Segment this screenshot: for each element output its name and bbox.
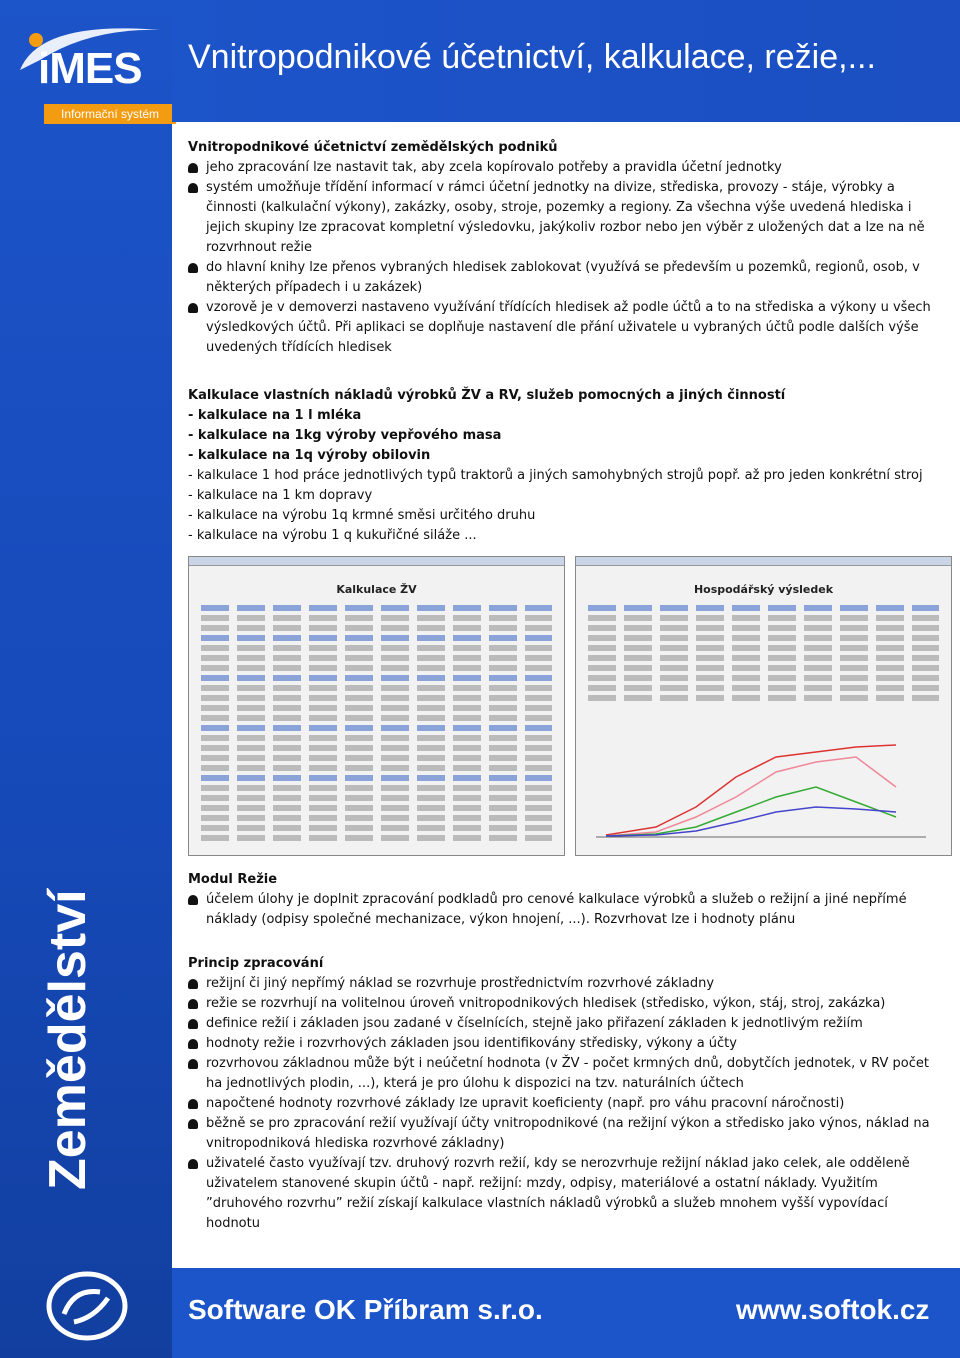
screenshot-table: [201, 605, 552, 841]
accounting-list: [188, 158, 940, 358]
list-item: rozvrhovou základnou může být i neúčetní hodnota (v ŽV - počet krmných dnů, dobytčích jednotek, v RV počet ha jednotlivých plodin, ...), která je pro úlohu k dispozici na tzv. naturálních účtech: [188, 1054, 940, 1094]
kalkulace-line: - kalkulace na 1q výroby obilovin: [188, 448, 431, 463]
list-item: běžně se pro zpracování režií využívají účty vnitropodnikové (na režijní výkon a středisko jako výnos, náklad na vnitropodniková hlediska rozvrhové základny): [188, 1114, 940, 1154]
list-item: účelem úlohy je doplnit zpracování podkladů pro cenové kalkulace výrobků a služeb o režijní a jiné nepřímé náklady (odpisy společné mechanizace, výkon hnojení, ...). Rozvrhovat lze i hodnoty plánu: [188, 890, 940, 930]
section-princip: [188, 954, 940, 1234]
kalkulace-line: - kalkulace na 1 l mléka: [188, 408, 362, 423]
vertical-title: Zemědělství: [39, 889, 97, 1190]
kalkulace-line: - kalkulace na výrobu 1 q kukuřičné siláže ...: [188, 528, 477, 543]
screenshot-kalkulace: [188, 556, 565, 856]
section-rezie-title: Modul Režie: [188, 872, 278, 887]
list-item: uživatelé často využívají tzv. druhový rozvrh režií, kdy se nerozvrhuje režijní náklad jako celek, ale odděleně uživatelem stanovené skupin účtů - např. režijní: mzdy, odpisy, materiálové a ostatní náklady. Využitím ”druhového rozvrhu” režií získají kalkulace vlastních nákladů výrobků a služeb mnohem vyšší vypovídací hodnotu: [188, 1154, 940, 1234]
list-item: režijní či jiný nepřímý náklad se rozvrhuje prostřednictvím rozvrhové základny: [188, 974, 940, 994]
logo-subtitle: Informační systém: [44, 104, 176, 124]
list-item: do hlavní knihy lze přenos vybraných hledisek zablokovat (využívá se především u pozemků, regionů, osob, v některých případech i u zakázek): [188, 258, 940, 298]
screenshot-titlebar: [189, 557, 564, 566]
list-item: definice režií i základen jsou zadané v číselnících, stejně jako přiřazení základen k jednotlivým režiím: [188, 1014, 940, 1034]
sidebar: [0, 0, 172, 1358]
section-princip-title: Princip zpracování: [188, 956, 324, 971]
kalkulace-line: - kalkulace na 1 km dopravy: [188, 488, 373, 503]
kalkulace-line: - kalkulace na výrobu 1q krmné směsi určitého druhu: [188, 508, 536, 523]
footer-web-link[interactable]: www.softok.cz: [736, 1294, 930, 1325]
screenshot-title: Hospodářský výsledek: [693, 583, 834, 596]
screenshot-titlebar: [576, 557, 951, 566]
rezie-list: [188, 890, 940, 930]
list-item: systém umožňuje třídění informací v rámci účetní jednotky na divize, střediska, provozy - stáje, výrobky a činnosti (kalkulační výkony), zakázky, osoby, stroje, pozemky a regiony. Za všechna výše uvedená hlediska i jejich skupiny lze zpracovat kompletní výsledovku, jakýkoliv rozbor nebo jen výběr z uložených dat a lze na ně rozvrhnout režie: [188, 178, 940, 258]
screenshot-title: Kalkulace ŽV: [336, 583, 417, 596]
screenshot-line-chart: [596, 717, 926, 842]
page-title: Vnitropodnikové účetnictví, kalkulace, režie,...: [188, 38, 876, 76]
section-kalkulace-title: Kalkulace vlastních nákladů výrobků ŽV a RV, služeb pomocných a jiných činností: [188, 388, 786, 403]
footer-company: Software OK Příbram s.r.o.: [188, 1294, 543, 1325]
kalkulace-line: - kalkulace 1 hod práce jednotlivých typů traktorů a jiných samohybných strojů popř. až pro jeden konkrétní stroj: [188, 468, 923, 483]
list-item: hodnoty režie i rozvrhových základen jsou identifikovány středisky, výkony a účty: [188, 1034, 940, 1054]
list-item: režie se rozvrhují na volitelnou úroveň vnitropodnikových hledisek (středisko, výkon, stáj, stroj, zakázka): [188, 994, 940, 1014]
screenshot-vysledek: [575, 556, 952, 856]
screenshot-table: [588, 605, 939, 705]
logo-text: iMES: [38, 44, 142, 93]
sok-logo-icon: [44, 1268, 130, 1344]
screenshots-area: [188, 556, 952, 856]
section-kalkulace: [188, 386, 940, 546]
imes-logo: [10, 10, 170, 121]
list-item: napočtené hodnoty rozvrhové základy lze upravit koeficienty (např. pro váhu pracovní náročnosti): [188, 1094, 940, 1114]
section-accounting-title: Vnitropodnikové účetnictví zemědělských podniků: [188, 140, 558, 155]
princip-list: [188, 974, 940, 1234]
list-item: vzorově je v demoverzi nastaveno využívání třídících hledisek až podle účtů a to na střediska a výkony u všech výsledkových účtů. Při aplikaci se doplňuje nastavení dle přání uživatele u vybraných účtů podle dalších výše uvedených třídících hledisek: [188, 298, 940, 358]
kalkulace-line: - kalkulace na 1kg výroby vepřového masa: [188, 428, 502, 443]
section-rezie: [188, 870, 940, 930]
section-accounting: [188, 138, 940, 358]
list-item: jeho zpracování lze nastavit tak, aby zcela kopírovalo potřeby a pravidla účetní jednotky: [188, 158, 940, 178]
